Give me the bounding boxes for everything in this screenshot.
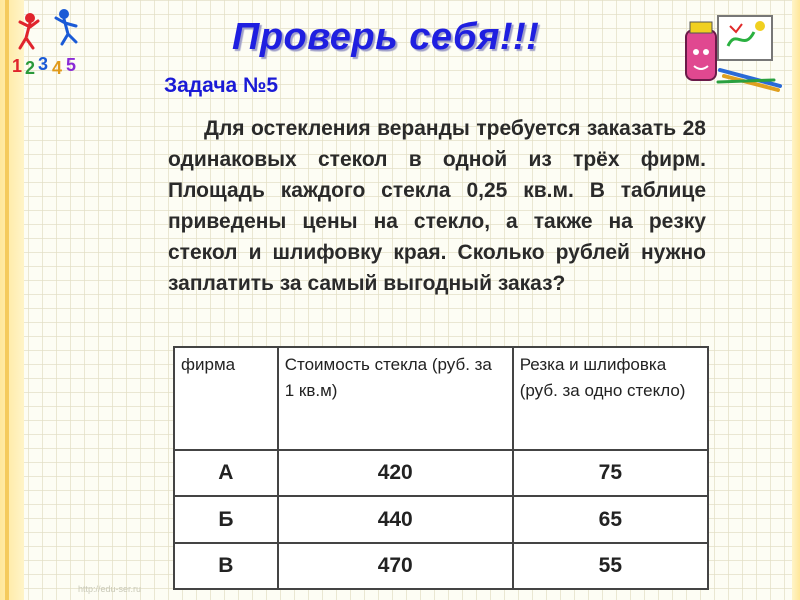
page-title: Проверь себя!!! <box>232 16 540 58</box>
firm-cell: А <box>174 450 278 496</box>
firm-cell: В <box>174 543 278 589</box>
table-header-row <box>174 347 708 450</box>
cutting-price-cell: 55 <box>513 543 708 589</box>
watermark: http://edu-ser.ru <box>78 584 142 594</box>
table-row <box>174 450 708 496</box>
table-row <box>174 496 708 542</box>
glass-price-cell: 420 <box>278 450 513 496</box>
svg-text:5: 5 <box>66 55 77 75</box>
paint-palette-icon <box>680 12 784 92</box>
firm-cell: Б <box>174 496 278 542</box>
price-table <box>173 346 709 590</box>
svg-text:3: 3 <box>38 54 49 74</box>
header-cutting-price: Резка и шлифовка (руб. за одно стекло) <box>513 347 708 450</box>
cutting-price-cell: 65 <box>513 496 708 542</box>
header-firm: фирма <box>174 347 278 450</box>
right-border-strip <box>792 0 800 600</box>
glass-price-cell: 440 <box>278 496 513 542</box>
svg-text:2: 2 <box>25 58 36 78</box>
left-border-strip <box>0 0 24 600</box>
glass-price-cell: 470 <box>278 543 513 589</box>
table-row <box>174 543 708 589</box>
svg-text:4: 4 <box>52 58 63 78</box>
cutting-price-cell: 75 <box>513 450 708 496</box>
problem-text: Для остекления веранды требуется заказать 28 одинаковых стекол в одной из трёх фирм. Площадь каждого стекла 0,25 кв.м. В таблице приведены цены на стекло, а также на резку стекол и шлифовку края. Сколько рублей нужно заплатить за самый выгодный заказ? <box>168 117 706 295</box>
dancing-numbers-icon <box>8 4 92 78</box>
svg-text:1: 1 <box>12 56 23 76</box>
task-title: Задача №5 <box>164 74 279 97</box>
header-glass-price: Стоимость стекла (руб. за 1 кв.м) <box>278 347 513 450</box>
